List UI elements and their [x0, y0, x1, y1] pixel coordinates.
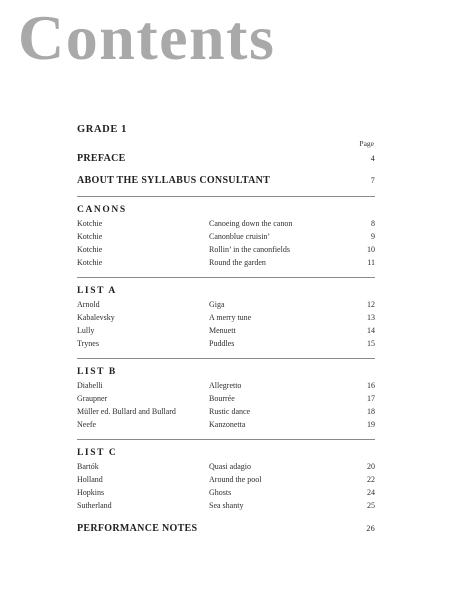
section-header: CANONS: [77, 205, 127, 215]
piece-title: Sea shanty: [209, 501, 244, 510]
page-number: 15: [367, 339, 375, 348]
page-number: 14: [367, 326, 375, 335]
page-number: 12: [367, 300, 375, 309]
toc-entry[interactable]: [77, 256, 375, 269]
toc-section-canons: [77, 196, 375, 269]
toc-entry-page: 26: [366, 524, 375, 533]
toc-entry[interactable]: [77, 217, 375, 230]
composer-name: Sutherland: [77, 501, 112, 510]
composer-name: Diabelli: [77, 381, 103, 390]
page-number: 22: [367, 475, 375, 484]
piece-title: Ghosts: [209, 488, 232, 497]
section-divider: [77, 358, 375, 359]
composer-name: Graupner: [77, 394, 108, 403]
section-divider: [77, 277, 375, 278]
toc-section-list-b: [77, 358, 375, 431]
page-number: 25: [367, 501, 375, 510]
page-number: 20: [367, 462, 375, 471]
page-number: 11: [367, 258, 375, 267]
page-number: 24: [367, 488, 375, 497]
composer-name: Neefe: [77, 420, 97, 429]
section-divider: [77, 196, 375, 197]
page-number: 19: [367, 420, 375, 429]
section-header: LIST A: [77, 286, 117, 296]
toc-entry-about[interactable]: [77, 174, 375, 188]
toc-entry[interactable]: [77, 311, 375, 324]
toc-entry-page: 4: [370, 154, 375, 163]
toc-entry-label: PERFORMANCE NOTES: [77, 523, 198, 534]
composer-name: Bartók: [77, 462, 99, 471]
toc-entry[interactable]: [77, 243, 375, 256]
toc-entry-page: 7: [370, 176, 375, 185]
page-number: 18: [367, 407, 375, 416]
composer-name: Kabalevsky: [77, 313, 115, 322]
toc-entry[interactable]: [77, 324, 375, 337]
composer-name: Kotchie: [77, 258, 103, 267]
toc-sections: [77, 196, 375, 512]
grade-heading: GRADE 1: [77, 124, 127, 135]
piece-title: Allegretto: [209, 381, 242, 390]
page-title: Contents: [18, 2, 276, 73]
piece-title: Rustic dance: [209, 407, 251, 416]
toc-entry[interactable]: [77, 379, 375, 392]
section-divider: [77, 439, 375, 440]
piece-title: Bourrée: [209, 394, 235, 403]
toc-entry[interactable]: [77, 486, 375, 499]
piece-title: Giga: [209, 300, 225, 309]
toc-entry-label: ABOUT THE SYLLABUS CONSULTANT: [77, 175, 271, 186]
composer-name: Lully: [77, 326, 95, 335]
piece-title: Canonblue cruisin’: [209, 232, 271, 241]
toc-entry[interactable]: [77, 230, 375, 243]
table-of-contents: [77, 152, 375, 536]
composer-name: Holland: [77, 475, 103, 484]
piece-title: Around the pool: [209, 475, 262, 484]
section-header: LIST B: [77, 367, 117, 377]
toc-section-list-c: [77, 439, 375, 512]
piece-title: Menuett: [209, 326, 236, 335]
piece-title: Canoeing down the canon: [209, 219, 293, 228]
toc-entry[interactable]: [77, 392, 375, 405]
toc-section-list-a: [77, 277, 375, 350]
piece-title: Rollin’ in the canonfields: [209, 245, 290, 254]
toc-entry[interactable]: [77, 473, 375, 486]
composer-name: Arnold: [77, 300, 100, 309]
piece-title: A merry tune: [209, 313, 252, 322]
composer-name: Hopkins: [77, 488, 105, 497]
composer-name: Kotchie: [77, 245, 103, 254]
toc-entry[interactable]: [77, 337, 375, 350]
section-header: LIST C: [77, 448, 118, 458]
composer-name: Kotchie: [77, 232, 103, 241]
page-number: 9: [371, 232, 375, 241]
piece-title: Quasi adagio: [209, 462, 251, 471]
page-number: 10: [367, 245, 375, 254]
page-column-label: Page: [359, 139, 374, 148]
page-number: 8: [371, 219, 375, 228]
toc-entry[interactable]: [77, 298, 375, 311]
composer-name: Müller ed. Bullard and Bullard: [77, 407, 176, 416]
toc-entry[interactable]: [77, 405, 375, 418]
piece-title: Round the garden: [209, 258, 266, 267]
toc-entry[interactable]: [77, 499, 375, 512]
toc-entry-label: PREFACE: [77, 153, 126, 164]
toc-entry[interactable]: [77, 418, 375, 431]
composer-name: Trynes: [77, 339, 99, 348]
composer-name: Kotchie: [77, 219, 103, 228]
page-number: 13: [367, 313, 375, 322]
toc-entry[interactable]: [77, 460, 375, 473]
piece-title: Puddles: [209, 339, 235, 348]
toc-entry-performance-notes[interactable]: [77, 522, 375, 536]
piece-title: Kanzonetta: [209, 420, 246, 429]
toc-entry-preface[interactable]: [77, 152, 375, 166]
page-number: 16: [367, 381, 375, 390]
page-number: 17: [367, 394, 375, 403]
